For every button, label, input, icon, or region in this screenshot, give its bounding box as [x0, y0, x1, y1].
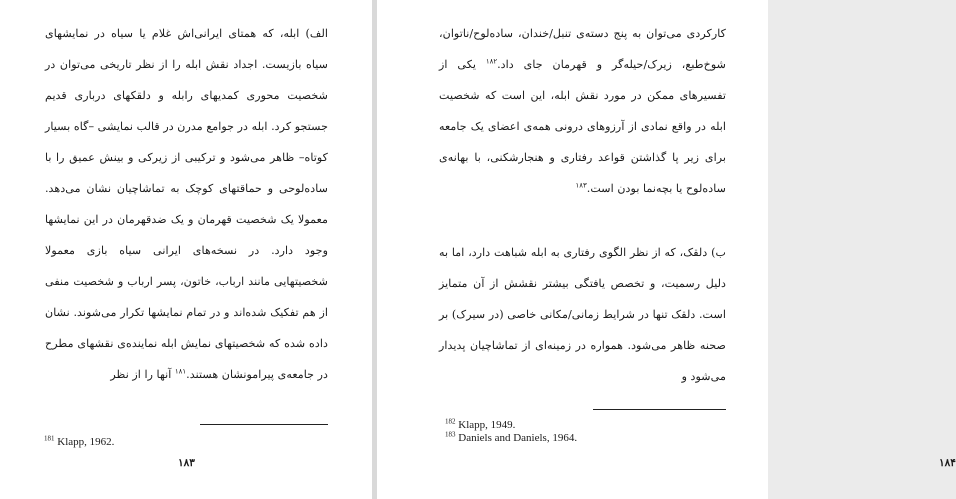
right-page-paragraph-2: ب) دلقک، که از نظر الگوی رفتاری به ابله شباهت دارد، اما به دلیل رسمیت، و تخصص یافتگی بیشتر نقشش از آن متمایز است. دلقک تنها در شرایط زمانی/مکانی خاصی (در سیرک) بر صحنه ظاهر می‌شود. همواره در زمینه‌ای از تماشاچیان پدیدار می‌شود و	[439, 246, 726, 383]
left-page-body-text: الف) ابله، که همتای ایرانی‌اش غلام یا سیاه در نمایشهای سیاه بازیست. اجداد نقش ابله را از نظر تاریخی می‌توان در شخصیت محوری کمدیهای رابله و دلقکهای درباری قدیم جستجو کرد. ابله در جوامع مدرن در قالب نمایشی –گاه بسیار کوتاه– ظاهر می‌شود و ترکیبی از زیرکی و بینش عمیق را با ساده‌لوحی و حماقتهای کوچک به تماشاچیان نشان می‌دهد. معمولا یک شخصیت قهرمان و یک ضدقهرمان در این نمایشها وجود دارد. در نسخه‌های ایرانی سیاه بازی معمولا شخصیتهایی مانند ارباب، خاتون، پسر ارباب و شخصیت منفی از هم تفکیک شده‌اند و در تمام نمایشها تکرار می‌شوند. نشان داده شده که شخصیتهای نمایش ابله نماینده‌ی نقشهای مطرح در جامعه‌ی پیرامونشان هستند.$^{۱۸۱}$ آنها را از نظر	[45, 27, 328, 381]
left-page	[0, 0, 372, 499]
right-page-paragraph-1: کارکردی می‌توان به پنج دسته‌ی تنبل/خندان، ساده‌لوح/ناتوان، شوخ‌طبع، زیرک/حیله‌گر و قهرمان جای داد.$^{۱۸۲}$ یکی از تفسیرهای ممکن در مورد نقش ابله، این است که شخصیت ابله در واقع نمادی از آرزوهای درونی همه‌ی اعضای یک جامعه برای زیر پا گذاشتن قواعد رفتاری و هنجارشکنی، با بهانه‌ی ساده‌لوح یا بچه‌نما بودن است.$^{۱۸۳}$	[439, 27, 726, 195]
footnote-182-number: 182	[445, 417, 456, 426]
right-footnotes	[445, 419, 577, 445]
footnote-183-text: Daniels and Daniels, 1964.	[458, 432, 578, 444]
left-footnote-text: Klapp, 1962.	[57, 436, 115, 448]
footnote-183	[445, 432, 577, 445]
right-page-number: ۱۸۴	[939, 457, 956, 469]
right-footnote-separator	[593, 409, 726, 410]
footnote-182	[445, 419, 577, 432]
footnote-182-text: Klapp, 1949.	[458, 419, 516, 431]
left-page-number: ۱۸۳	[178, 457, 195, 469]
left-footnote-number: 181	[44, 434, 55, 443]
left-footnote-separator	[200, 424, 328, 425]
footnote-183-number: 183	[445, 430, 456, 439]
left-footnote	[44, 436, 114, 449]
